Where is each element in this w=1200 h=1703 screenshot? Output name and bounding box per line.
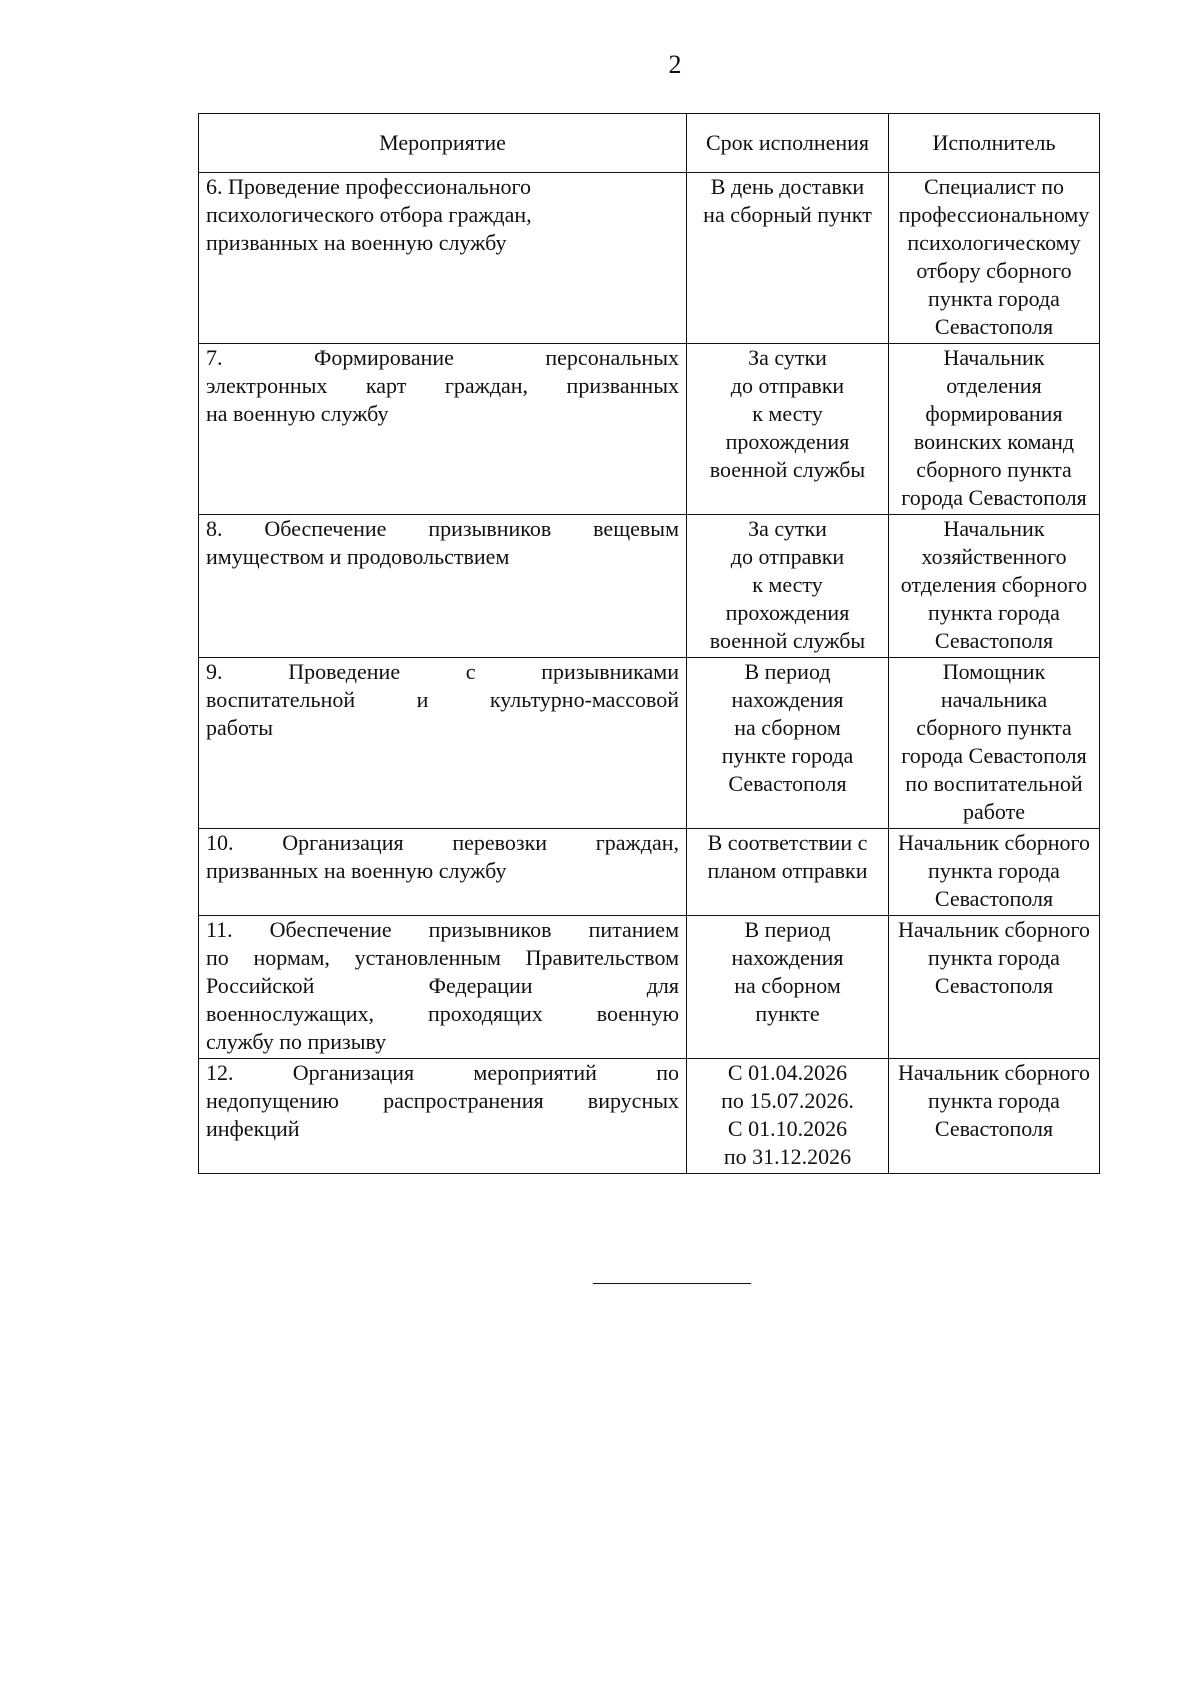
deadline-line: С 01.10.2026 <box>727 1116 848 1141</box>
deadline-cell <box>687 173 889 344</box>
deadline-line: планом отправки <box>707 858 868 883</box>
executor-cell <box>889 515 1100 658</box>
end-divider <box>593 1283 751 1284</box>
table-row <box>199 344 1100 515</box>
deadline-line: прохождения <box>725 429 850 454</box>
deadline-line: прохождения <box>725 600 850 625</box>
event-line: Российской Федерации для <box>206 973 679 998</box>
executor-line: Севастополя <box>934 314 1054 339</box>
executor-line: Начальник сборного <box>897 1060 1091 1085</box>
executor-line: Помощник <box>942 659 1046 684</box>
deadline-line: В соответствии с <box>707 830 868 855</box>
event-line: по нормам, установленным Правительством <box>206 945 679 970</box>
event-line: 10. Организация перевозки граждан, <box>206 830 679 855</box>
deadline-line: В период <box>744 659 831 684</box>
deadline-line: нахождения <box>731 945 844 970</box>
executor-line: работе <box>962 799 1026 824</box>
executor-line: отделения <box>946 373 1042 398</box>
event-line: 9. Проведение с призывниками <box>206 659 679 684</box>
deadline-cell <box>687 515 889 658</box>
event-line: призванных на военную службу <box>206 858 507 883</box>
table-row <box>199 658 1100 829</box>
event-cell <box>199 515 687 658</box>
event-line: электронных карт граждан, призванных <box>206 373 679 398</box>
event-line: работы <box>206 715 274 740</box>
executor-line: сборного пункта <box>916 457 1072 482</box>
deadline-line: до отправки <box>730 544 845 569</box>
executor-line: пункта города <box>928 600 1060 625</box>
executor-line: Севастополя <box>934 628 1054 653</box>
executor-cell <box>889 1059 1100 1174</box>
executor-line: города Севастополя <box>901 743 1087 768</box>
event-cell <box>199 173 687 344</box>
deadline-line: по 15.07.2026. <box>721 1088 854 1113</box>
executor-line: Севастополя <box>934 973 1054 998</box>
event-cell <box>199 658 687 829</box>
table-row <box>199 173 1100 344</box>
deadline-line: на сборный пункт <box>703 202 872 227</box>
deadline-line: В день доставки <box>710 174 865 199</box>
event-line: 6. Проведение профессионального <box>206 174 532 199</box>
executor-line: сборного пункта <box>916 715 1072 740</box>
header-event: Мероприятие <box>199 114 687 173</box>
executor-line: Начальник <box>943 516 1045 541</box>
executor-line: отбору сборного <box>916 258 1072 283</box>
table-row <box>199 1059 1100 1174</box>
executor-line: по воспитательной <box>905 771 1083 796</box>
executor-cell <box>889 829 1100 916</box>
event-cell <box>199 829 687 916</box>
header-deadline-line: исполнения <box>758 130 870 155</box>
executor-line: начальника <box>940 687 1048 712</box>
executor-cell <box>889 344 1100 515</box>
event-line: 12. Организация мероприятий по <box>206 1060 679 1085</box>
header-deadline <box>687 114 889 173</box>
executor-line: психологическому <box>907 230 1081 255</box>
deadline-line: военной службы <box>709 457 866 482</box>
event-line: недопущению распространения вирусных <box>206 1088 679 1113</box>
deadline-line: на сборном <box>734 973 841 998</box>
deadline-line: к месту <box>752 572 823 597</box>
executor-line: пункта города <box>928 858 1060 883</box>
event-line: 8. Обеспечение призывников вещевым <box>206 516 679 541</box>
table-row <box>199 916 1100 1059</box>
deadline-cell <box>687 1059 889 1174</box>
deadline-line: военной службы <box>709 628 866 653</box>
deadline-cell <box>687 658 889 829</box>
executor-line: хозяйственного <box>921 544 1067 569</box>
deadline-line: на сборном <box>734 715 841 740</box>
executor-line: воинских команд <box>913 429 1075 454</box>
page-number: 2 <box>668 50 682 79</box>
deadline-line: За сутки <box>748 345 827 370</box>
event-line: 11. Обеспечение призывников питанием <box>206 917 679 942</box>
executor-cell <box>889 173 1100 344</box>
deadline-cell <box>687 344 889 515</box>
deadline-line: Севастополя <box>728 771 847 796</box>
executor-line: Начальник сборного <box>897 917 1091 942</box>
event-line: инфекций <box>206 1116 300 1141</box>
executor-line: профессиональному <box>898 202 1090 227</box>
deadline-cell <box>687 829 889 916</box>
executor-cell <box>889 658 1100 829</box>
deadline-cell <box>687 916 889 1059</box>
deadline-line: пункте города <box>721 743 854 768</box>
executor-line: пункта города <box>928 1088 1060 1113</box>
event-cell <box>199 344 687 515</box>
deadline-line: к месту <box>752 401 823 426</box>
deadline-line: В период <box>744 917 831 942</box>
executor-line: города Севастополя <box>901 485 1087 510</box>
event-line: военнослужащих, проходящих военную <box>206 1001 679 1026</box>
header-executor: Исполнитель <box>889 114 1100 173</box>
table-row <box>199 515 1100 658</box>
deadline-line: нахождения <box>731 687 844 712</box>
event-cell <box>199 1059 687 1174</box>
event-line: имуществом и продовольствием <box>206 544 510 569</box>
executor-line: Начальник сборного <box>897 830 1091 855</box>
executor-line: Севастополя <box>934 886 1054 911</box>
event-line: воспитательной и культурно-массовой <box>206 687 679 712</box>
executor-line: Специалист по <box>923 174 1065 199</box>
events-table <box>198 113 1100 1174</box>
event-cell <box>199 916 687 1059</box>
header-deadline-line: Срок <box>705 130 754 155</box>
event-line: на военную службу <box>206 401 389 426</box>
deadline-line: по 31.12.2026 <box>723 1144 852 1169</box>
executor-line: формирования <box>925 401 1063 426</box>
executor-line: Начальник <box>943 345 1045 370</box>
table-header-row <box>199 114 1100 173</box>
deadline-line: пункте <box>755 1001 820 1026</box>
event-line: психологического отбора граждан, <box>206 202 532 227</box>
deadline-line: С 01.04.2026 <box>727 1060 848 1085</box>
executor-line: пункта города <box>928 286 1060 311</box>
executor-line: пункта города <box>928 945 1060 970</box>
table-row <box>199 829 1100 916</box>
deadline-line: до отправки <box>730 373 845 398</box>
executor-line: Севастополя <box>934 1116 1054 1141</box>
executor-line: отделения сборного <box>900 572 1088 597</box>
deadline-line: За сутки <box>748 516 827 541</box>
event-line: службу по призыву <box>206 1029 387 1054</box>
executor-cell <box>889 916 1100 1059</box>
event-line: призванных на военную службу <box>206 230 507 255</box>
event-line: 7. Формирование персональных <box>206 345 679 370</box>
